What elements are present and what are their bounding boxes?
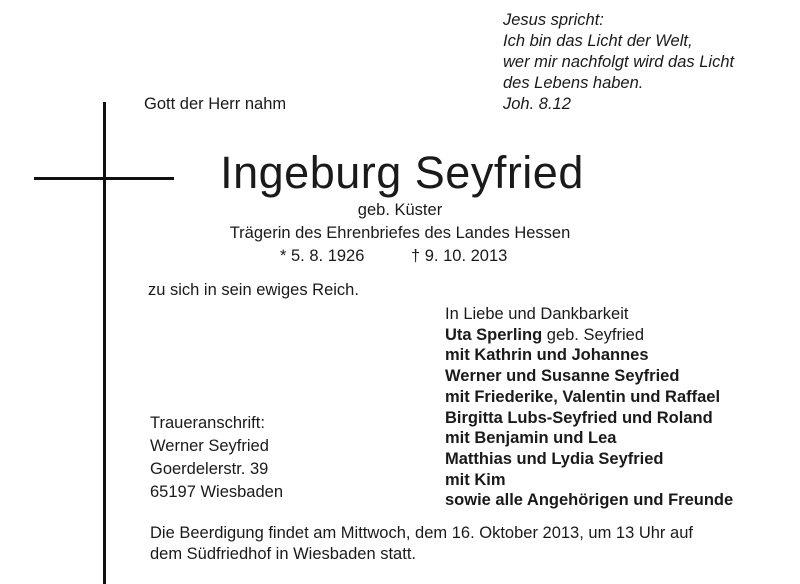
family-line: mit Benjamin und Lea — [445, 429, 617, 448]
address-label: Traueranschrift: — [150, 414, 265, 432]
family-line: Werner und Susanne Seyfried — [445, 367, 680, 386]
death-date: † 9. 10. 2013 — [411, 247, 508, 265]
family-heading: In Liebe und Dankbarkeit — [445, 305, 629, 323]
closing-phrase: zu sich in sein ewiges Reich. — [148, 281, 359, 299]
honor-text: Trägerin des Ehrenbriefes des Landes Hessen — [229, 224, 571, 242]
verse-line: wer mir nachfolgt wird das Licht — [503, 53, 735, 71]
burial-line: Die Beerdigung findet am Mittwoch, dem 16. Oktober 2013, um 13 Uhr auf — [150, 524, 693, 542]
family-line: mit Friederike, Valentin und Raffael — [445, 387, 721, 406]
intro-text: Gott der Herr nahm — [144, 95, 287, 113]
family-line: Matthias und Lydia Seyfried — [445, 449, 664, 468]
family-line — [445, 325, 733, 346]
address-city: 65197 Wiesbaden — [150, 483, 284, 501]
mourning-address — [150, 412, 283, 504]
verse-line: des Lebens haben. — [503, 74, 644, 92]
burial-info — [150, 523, 693, 565]
family-first-name: Uta Sperling — [445, 325, 543, 344]
birth-date: * 5. 8. 1926 — [280, 247, 365, 265]
family-line: sowie alle Angehörigen und Freunde — [445, 491, 734, 510]
bible-verse — [503, 10, 734, 115]
burial-line: dem Südfriedhof in Wiesbaden statt. — [150, 545, 416, 563]
verse-line: Ich bin das Licht der Welt, — [503, 32, 693, 50]
family-line: Birgitta Lubs-Seyfried und Roland — [445, 408, 713, 427]
family-line: mit Kathrin und Johannes — [445, 346, 649, 365]
family-first-rest: geb. Seyfried — [542, 325, 644, 344]
verse-line: Jesus spricht: — [503, 11, 604, 29]
family-line: mit Kim — [445, 470, 506, 489]
address-name: Werner Seyfried — [150, 437, 269, 455]
maiden-name: geb. Küster — [357, 201, 443, 219]
verse-reference: Joh. 8.12 — [503, 95, 571, 113]
family-list — [445, 304, 733, 511]
deceased-name: Ingeburg Seyfried — [220, 147, 584, 198]
address-street: Goerdelerstr. 39 — [150, 460, 269, 478]
